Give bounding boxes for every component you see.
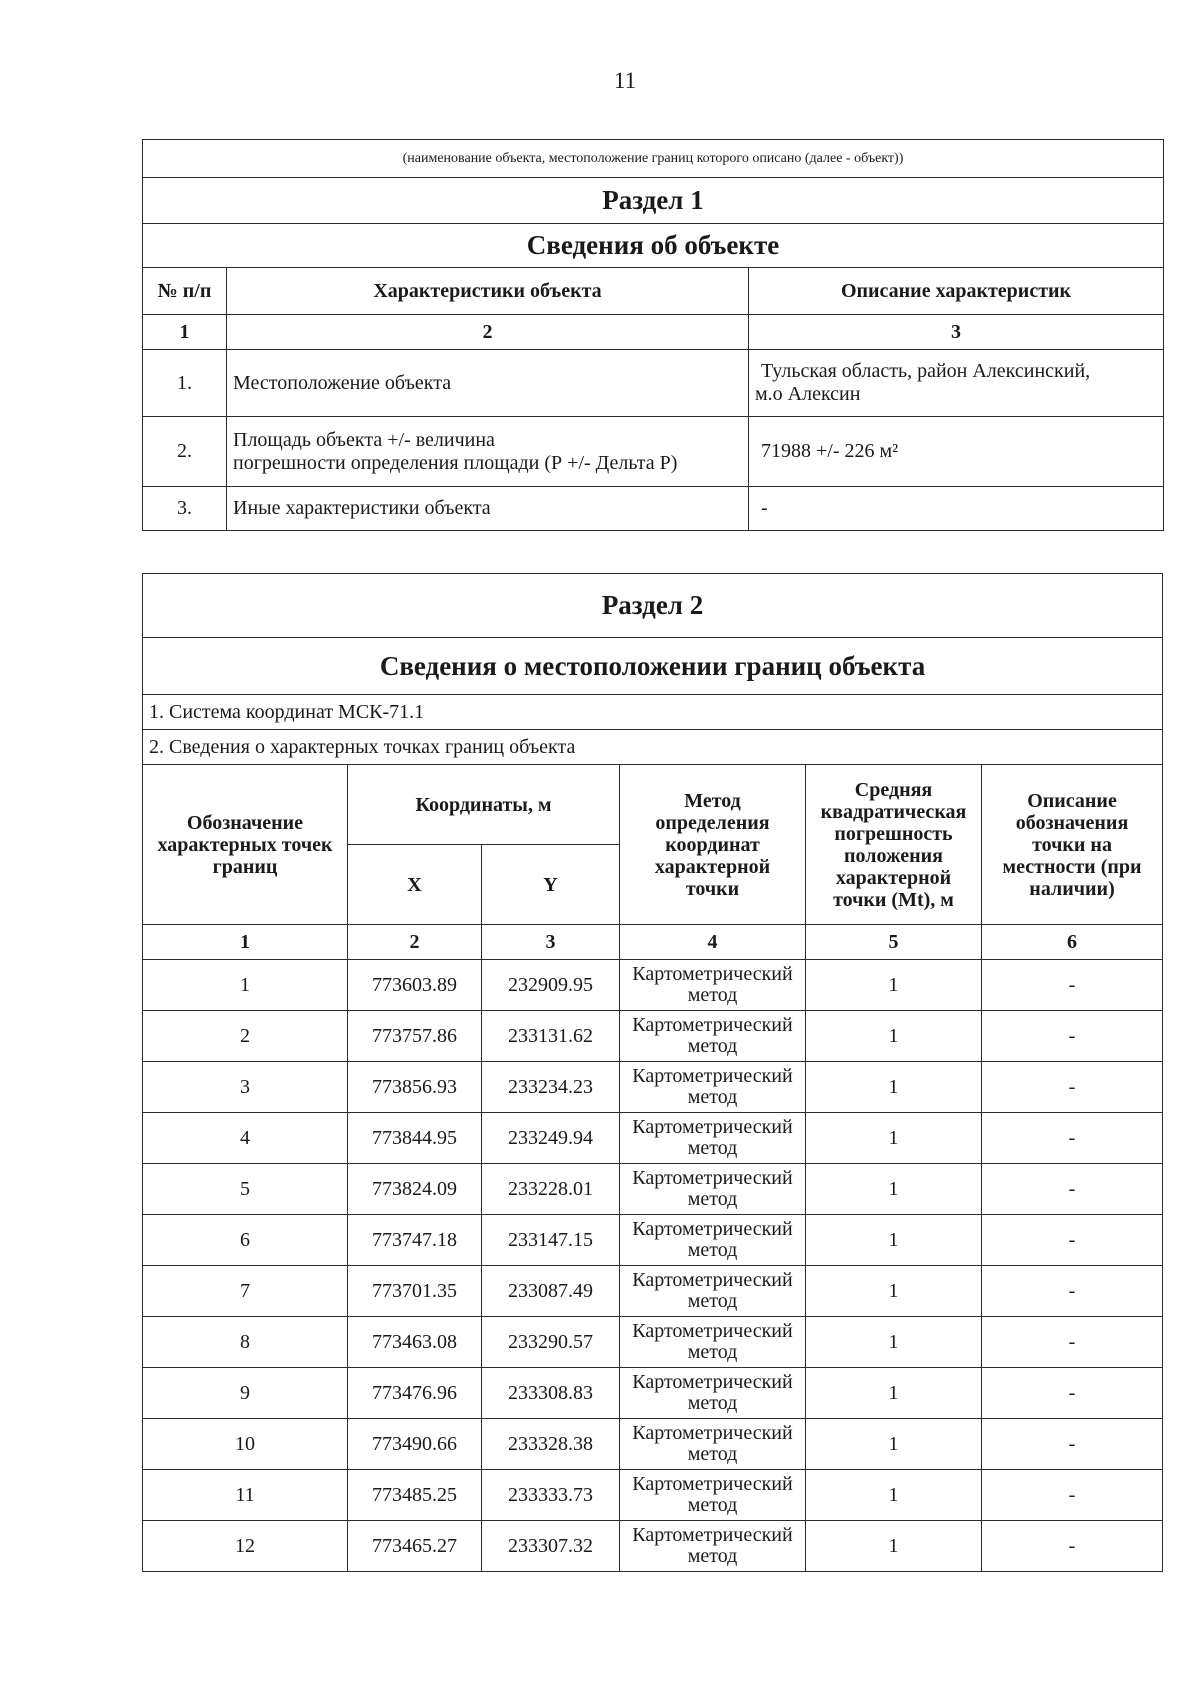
point-method [620,1317,806,1368]
method-line-1: Картометрический [632,1014,793,1036]
header-method: Метод определения координат характерной точки [620,765,806,925]
col-number-3: 3 [749,315,1164,350]
point-desc: - [982,1470,1163,1521]
table-row [143,1062,1163,1113]
col-number-6: 6 [982,925,1163,960]
point-y: 233328.38 [482,1419,620,1470]
point-x: 773490.66 [348,1419,482,1470]
point-id: 12 [143,1521,348,1572]
header-y: Y [482,845,620,925]
point-desc: - [982,1368,1163,1419]
point-y: 233290.57 [482,1317,620,1368]
point-x: 773485.25 [348,1470,482,1521]
area-line-2: погрешности определения площади (Р +/- Дельта Р) [233,451,678,474]
point-id: 5 [143,1164,348,1215]
header-number: № п/п [143,268,227,315]
method-line-2: метод [687,984,738,1006]
point-method [620,1113,806,1164]
point-x: 773844.95 [348,1113,482,1164]
section1-title: Раздел 1 [143,178,1164,224]
method-line-2: метод [687,1188,738,1210]
point-y: 232909.95 [482,960,620,1011]
table-row [143,1470,1163,1521]
object-caption: (наименование объекта, местоположение границ которого описано (далее - объект)) [143,140,1164,178]
point-mt: 1 [806,1317,982,1368]
point-y: 233307.32 [482,1521,620,1572]
point-id: 10 [143,1419,348,1470]
point-x: 773476.96 [348,1368,482,1419]
point-method [620,1470,806,1521]
method-line-2: метод [687,1494,738,1516]
section2-subtitle: Сведения о местоположении границ объекта [143,638,1163,695]
point-mt: 1 [806,1113,982,1164]
point-method [620,1215,806,1266]
method-line-1: Картометрический [632,1371,793,1393]
point-method [620,1368,806,1419]
method-line-2: метод [687,1545,738,1567]
point-method [620,960,806,1011]
method-line-2: метод [687,1035,738,1057]
point-x: 773463.08 [348,1317,482,1368]
point-desc: - [982,1164,1163,1215]
point-mt: 1 [806,1521,982,1572]
header-mean-error: Средняя квадратическая погрешность положения характерной точки (Mt), м [806,765,982,925]
method-line-1: Картометрический [632,1320,793,1342]
point-id: 1 [143,960,348,1011]
point-x: 773465.27 [348,1521,482,1572]
table-row [143,1266,1163,1317]
point-method [620,1062,806,1113]
table-row [143,1164,1163,1215]
location-line-2: м.о Алексин [755,383,861,405]
point-method [620,1266,806,1317]
point-mt: 1 [806,1164,982,1215]
table-row [143,1521,1163,1572]
header-characteristics: Характеристики объекта [227,268,749,315]
point-desc: - [982,960,1163,1011]
point-desc: - [982,1419,1163,1470]
section1-subtitle: Сведения об объекте [143,224,1164,268]
table-row [143,1368,1163,1419]
table-row [143,1317,1163,1368]
col-number-2: 2 [348,925,482,960]
section2-title: Раздел 2 [143,574,1163,638]
col-number-3: 3 [482,925,620,960]
point-mt: 1 [806,1011,982,1062]
location-line-1: Тульская область, район Алексинский, [761,360,1091,382]
point-x: 773701.35 [348,1266,482,1317]
area-line-1: Площадь объекта +/- величина [233,428,495,451]
method-line-1: Картометрический [632,1167,793,1189]
point-desc: - [982,1521,1163,1572]
point-y: 233249.94 [482,1113,620,1164]
table-row [143,1419,1163,1470]
area-value: 71988 +/- 226 м² [749,417,1164,487]
characteristic-description [749,350,1164,417]
method-line-2: метод [687,1341,738,1363]
point-desc: - [982,1011,1163,1062]
point-desc: - [982,1062,1163,1113]
point-x: 773856.93 [348,1062,482,1113]
point-desc: - [982,1113,1163,1164]
coordinate-system: 1. Система координат МСК-71.1 [143,695,1163,730]
method-line-2: метод [687,1290,738,1312]
method-line-1: Картометрический [632,1524,793,1546]
characteristic-name [227,417,749,487]
header-description: Описание характеристик [749,268,1164,315]
header-x: X [348,845,482,925]
point-y: 233087.49 [482,1266,620,1317]
point-method [620,1164,806,1215]
point-y: 233308.83 [482,1368,620,1419]
point-mt: 1 [806,1062,982,1113]
point-desc: - [982,1266,1163,1317]
method-line-1: Картометрический [632,1065,793,1087]
point-y: 233131.62 [482,1011,620,1062]
point-mt: 1 [806,1470,982,1521]
table-row [143,1215,1163,1266]
table-row [143,1113,1163,1164]
point-x: 773757.86 [348,1011,482,1062]
col-number-5: 5 [806,925,982,960]
header-point-designation: Обозначение характерных точек границ [143,765,348,925]
point-y: 233147.15 [482,1215,620,1266]
point-x: 773603.89 [348,960,482,1011]
col-number-4: 4 [620,925,806,960]
point-id: 2 [143,1011,348,1062]
point-x: 773824.09 [348,1164,482,1215]
characteristic-name: Иные характеристики объекта [227,487,749,531]
row-number: 3. [143,487,227,531]
method-line-1: Картометрический [632,1473,793,1495]
row-number: 2. [143,417,227,487]
method-line-1: Картометрический [632,1422,793,1444]
point-y: 233234.23 [482,1062,620,1113]
point-id: 7 [143,1266,348,1317]
point-method [620,1521,806,1572]
method-line-1: Картометрический [632,1116,793,1138]
point-method [620,1419,806,1470]
header-point-description: Описание обозначения точки на местности (при наличии) [982,765,1163,925]
row-number: 1. [143,350,227,417]
header-coordinates: Координаты, м [348,765,620,845]
method-line-1: Картометрический [632,963,793,985]
method-line-2: метод [687,1392,738,1414]
method-line-2: метод [687,1137,738,1159]
section1-table [142,139,1164,531]
point-x: 773747.18 [348,1215,482,1266]
col-number-2: 2 [227,315,749,350]
characteristic-name: Местоположение объекта [227,350,749,417]
method-line-1: Картометрический [632,1218,793,1240]
point-id: 3 [143,1062,348,1113]
point-mt: 1 [806,960,982,1011]
point-id: 8 [143,1317,348,1368]
table-row [143,960,1163,1011]
point-y: 233228.01 [482,1164,620,1215]
point-id: 4 [143,1113,348,1164]
point-y: 233333.73 [482,1470,620,1521]
col-number-1: 1 [143,925,348,960]
points-caption: 2. Сведения о характерных точках границ объекта [143,730,1163,765]
point-id: 11 [143,1470,348,1521]
method-line-1: Картометрический [632,1269,793,1291]
method-line-2: метод [687,1443,738,1465]
table-row [143,1011,1163,1062]
page-number: 11 [613,68,637,93]
point-desc: - [982,1215,1163,1266]
point-mt: 1 [806,1215,982,1266]
point-mt: 1 [806,1266,982,1317]
point-mt: 1 [806,1419,982,1470]
characteristic-description: - [749,487,1164,531]
col-number-1: 1 [143,315,227,350]
method-line-2: метод [687,1086,738,1108]
point-id: 9 [143,1368,348,1419]
point-id: 6 [143,1215,348,1266]
point-method [620,1011,806,1062]
method-line-2: метод [687,1239,738,1261]
point-mt: 1 [806,1368,982,1419]
section2-table [142,573,1163,1572]
point-desc: - [982,1317,1163,1368]
